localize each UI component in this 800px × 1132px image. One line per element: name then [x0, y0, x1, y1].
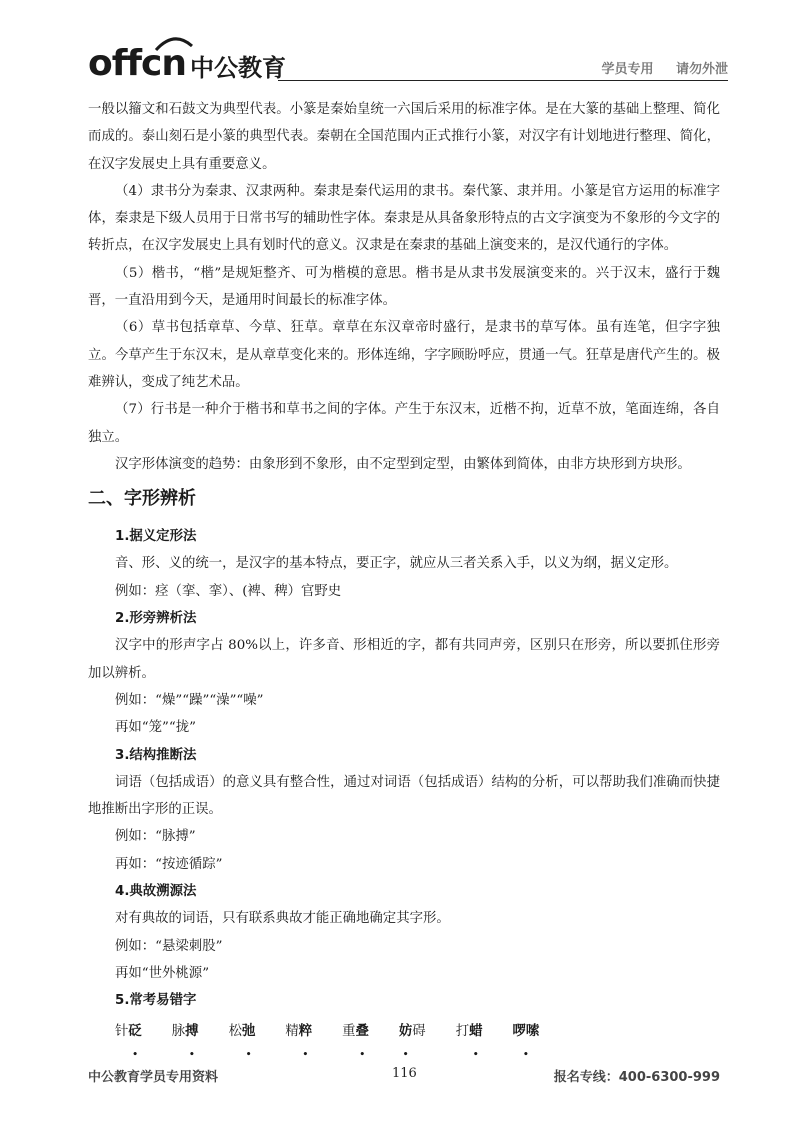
- header-tags: [589, 58, 728, 77]
- method-4-example: 例如：“悬梁刺股”: [115, 938, 223, 954]
- tag-no-leak: 请勿外泄: [675, 62, 728, 77]
- page-header: [88, 36, 728, 86]
- paragraph-kaishu: （5）楷书，“楷”是规矩整齐、可为楷模的意思。楷书是从隶书发展演变来的。兴于汉末，盛行于魏晋，一直沿用到今天，是通用时间最长的标准字体。: [88, 265, 720, 309]
- offcn-logo: [88, 36, 286, 82]
- footer-hotline: 报名专线：400-6300-999: [553, 1070, 720, 1085]
- error-word: 啰嗦 •: [512, 1017, 539, 1047]
- method-3-example: 再如：“按迹循踪”: [115, 856, 223, 872]
- method-1-title: 1.据义定形法: [115, 529, 197, 545]
- method-4-text: 对有典故的词语，只有联系典故才能正确地确定其字形。: [115, 911, 450, 927]
- error-word: 打 蜡 •: [456, 1017, 483, 1047]
- logo-text-cn: 中公教育: [190, 54, 287, 82]
- error-word: 重 叠 •: [342, 1017, 369, 1047]
- tag-students: 学员专用: [601, 62, 654, 77]
- logo-text-en: offcn: [88, 43, 187, 84]
- method-3-title: 3.结构推断法: [115, 747, 197, 763]
- method-1-example: 例如：痉（挛、挛）、(裨、稗）官野史: [115, 583, 342, 599]
- error-word-list: [88, 1017, 720, 1047]
- paragraph-intro: 一般以籀文和石鼓文为典型代表。小篆是秦始皇统一六国后采用的标准字体。是在大篆的基础上整理、简化而成的。泰山刻石是小篆的典型代表。秦朝在全国范围内正式推行小篆，对汉字有计划地进行整理、简化，在汉字发展史上具有重要意义。: [88, 102, 720, 172]
- logo-arc-icon: [154, 36, 194, 52]
- error-word: 脉 搏 •: [172, 1017, 199, 1047]
- method-2-title: 2.形旁辨析法: [115, 611, 197, 627]
- section-title: 二、字形辨析: [88, 488, 196, 510]
- method-2-example: 例如：“燥”“躁”“澡”“噪”: [115, 692, 264, 708]
- error-word: 针 砭 •: [115, 1017, 142, 1047]
- method-4-title: 4.典故溯源法: [115, 884, 197, 900]
- method-3-example: 例如：“脉搏”: [115, 829, 196, 845]
- paragraph-xingshu: （7）行书是一种介于楷书和草书之间的字体。产生于东汉末，近楷不拘，近草不放，笔面连绵，各自独立。: [88, 402, 720, 445]
- header-rule: [278, 80, 728, 81]
- page-number: 116: [392, 1066, 417, 1081]
- method-3-text: 词语（包括成语）的意义具有整合性，通过对词语（包括成语）结构的分析，可以帮助我们准确而快捷地推断出字形的正误。: [88, 774, 720, 818]
- error-word: 妨 • 碍: [399, 1017, 426, 1047]
- footer-label: 中公教育学员专用资料: [88, 1070, 219, 1085]
- paragraph-lishu: （4）隶书分为秦隶、汉隶两种。秦隶是秦代运用的隶书。秦代篆、隶并用。小篆是官方运用的标准字体，秦隶是下级人员用于日常书写的辅助性字体。秦隶是从具备象形特点的古文字演变为不象形的今文字的转折点，在汉字发展史上具有划时代的意义。汉隶是在秦隶的基础上演变来的，是汉代通行的字体。: [88, 183, 720, 254]
- method-1-text: 音、形、义的统一，是汉字的基本特点，要正字，就应从三者关系入手，以义为纲，据义定形。: [115, 556, 678, 572]
- method-5-title: 5.常考易错字: [115, 993, 197, 1009]
- paragraph-trend: 汉字形体演变的趋势：由象形到不象形，由不定型到定型，由繁体到简体，由非方块形到方块形。: [115, 456, 691, 472]
- method-2-text: 汉字中的形声字占 80%以上，许多音、形相近的字，都有共同声旁，区别只在形旁，所以要抓住形旁加以辨析。: [88, 638, 720, 681]
- page-footer: [88, 1066, 720, 1086]
- error-word: 精 粹 •: [285, 1017, 312, 1047]
- method-2-example: 再如“笼”“拢”: [115, 720, 196, 736]
- page-content: [88, 96, 720, 1047]
- paragraph-caoshu: （6）草书包括章草、今草、狂草。章草在东汉章帝时盛行，是隶书的草写体。虽有连笔，但字字独立。今草产生于东汉末，是从章草变化来的。形体连绵，字字顾盼呼应，贯通一气。狂草是唐代产生的。极难辨认，变成了纯艺术品。: [88, 320, 720, 390]
- method-4-example: 再如“世外桃源”: [115, 965, 210, 981]
- error-word: 松 弛 •: [229, 1017, 256, 1047]
